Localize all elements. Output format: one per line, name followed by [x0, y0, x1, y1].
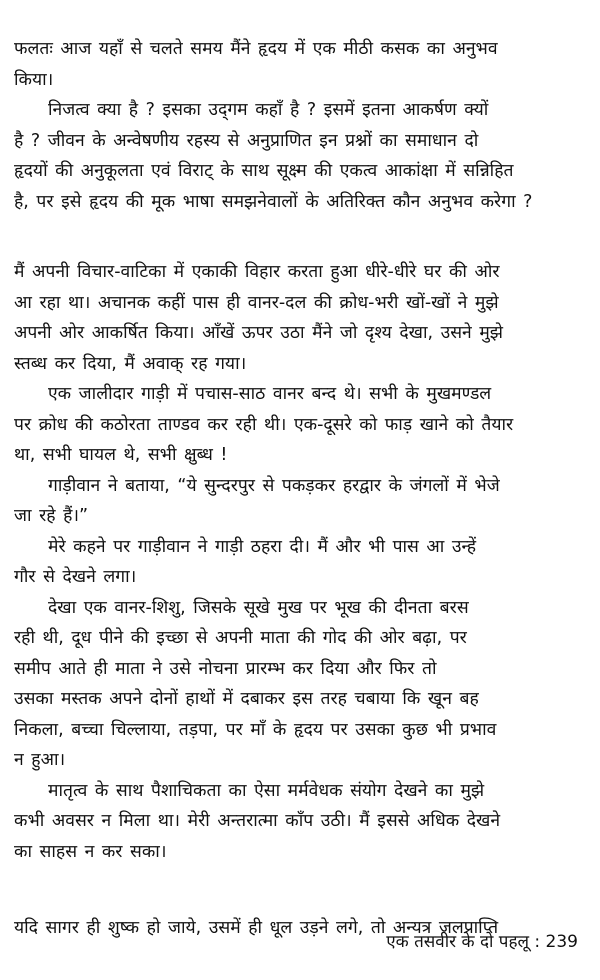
paragraph-line: था, सभी घायल थे, सभी क्षुब्ध !	[14, 445, 228, 465]
paragraph-line: स्तब्ध कर दिया, मैं अवाक्‌ रह गया।	[14, 353, 247, 374]
paragraph-1	[14, 34, 580, 95]
paragraph-line: कभी अवसर न मिला था। मेरी अन्तरात्मा काँप उठी। मैं इससे अधिक देखने	[14, 811, 501, 831]
paragraph-6	[14, 532, 580, 593]
paragraph-line: एक जालीदार गाड़ी में पचास-साठ वानर बन्द थे। सभी के मुखमण्डल	[48, 384, 492, 404]
paragraph-3	[14, 257, 580, 379]
paragraph-line: मातृत्व के साथ पैशाचिकता का ऐसा मर्मवेधक संयोग देखने का मुझे	[48, 780, 485, 801]
paragraph-5	[14, 471, 580, 532]
paragraph-2	[14, 95, 580, 217]
paragraph-line: मेरे कहने पर गाड़ीवान ने गाड़ी ठहरा दी। मैं और भी पास आ उन्हें	[48, 536, 476, 557]
paragraph-line: फलतः आज यहाँ से चलते समय मैंने हृदय में एक मीठी कसक का अनुभव	[14, 39, 498, 59]
paragraph-line: गौर से देखने लगा।	[14, 567, 137, 587]
paragraph-line: जा रहे हैं।”	[14, 506, 89, 526]
paragraph-line: गाड़ीवान ने बताया, “ये सुन्दरपुर से पकड़कर हरद्वार के जंगलों में भेजे	[48, 475, 500, 496]
paragraph-7	[14, 593, 580, 776]
running-footer: एक तसवीर के दो पहलू : 239	[386, 932, 578, 952]
paragraph-line: पर क्रोध की कठोरता ताण्डव कर रही थी। एक-दूसरे को फाड़ खाने को तैयार	[14, 414, 514, 435]
paragraph-line: निकला, बच्चा चिल्लाया, तड़पा, पर माँ के हृदय पर उसका कुछ भी प्रभाव	[14, 719, 497, 740]
paragraph-8	[14, 776, 580, 868]
paragraph-line: का साहस न कर सका।	[14, 841, 167, 862]
paragraph-line: मैं अपनी विचार-वाटिका में एकाकी विहार करता हुआ धीरे-धीरे घर की ओर	[14, 262, 500, 282]
paragraph-line: किया।	[14, 69, 54, 90]
paragraph-line: है ? जीवन के अन्वेषणीय रहस्य से अनुप्राणित इन प्रश्नों का समाधान दो	[14, 130, 479, 151]
paragraph-line: अपनी ओर आकर्षित किया। आँखें ऊपर उठा मैंने जो दृश्य देखा, उसने मुझे	[14, 323, 504, 343]
paragraph-4	[14, 379, 580, 471]
paragraph-line: आ रहा था। अचानक कहीं पास ही वानर-दल की क्रोध-भरी खों-खों ने मुझे	[14, 292, 499, 313]
paragraph-line: समीप आते ही माता ने उसे नोचना प्रारम्भ कर दिया और फिर तो	[14, 658, 437, 679]
paragraph-line: रही थी, दूध पीने की इच्छा से अपनी माता की गोद की ओर बढ़ा, पर	[14, 628, 467, 648]
paragraph-line: है, पर इसे हृदय की मूक भाषा समझनेवालों के अतिरिक्त कौन अनुभव करेगा ?	[14, 191, 533, 212]
paragraph-line: देखा एक वानर-शिशु, जिसके सूखे मुख पर भूख की दीनता बरस	[48, 597, 469, 618]
paragraph-line: यदि सागर ही शुष्क हो जाये, उसमें ही धूल उड़ने लगे, तो अन्यत्र जलप्राप्ति	[14, 918, 499, 938]
paragraph-line: निजत्व क्या है ? इसका उद्‌गम कहाँ है ? इसमें इतना आकर्षण क्यों	[48, 100, 489, 120]
paragraph-line: न हुआ।	[14, 750, 66, 770]
paragraph-line: हृदयों की अनुकूलता एवं विराट्‌ के साथ सूक्ष्म की एकत्व आकांक्षा में सन्निहित	[14, 161, 514, 181]
paragraph-line: उसका मस्तक अपने दोनों हाथों में दबाकर इस तरह चबाया कि खून बह	[14, 689, 479, 709]
